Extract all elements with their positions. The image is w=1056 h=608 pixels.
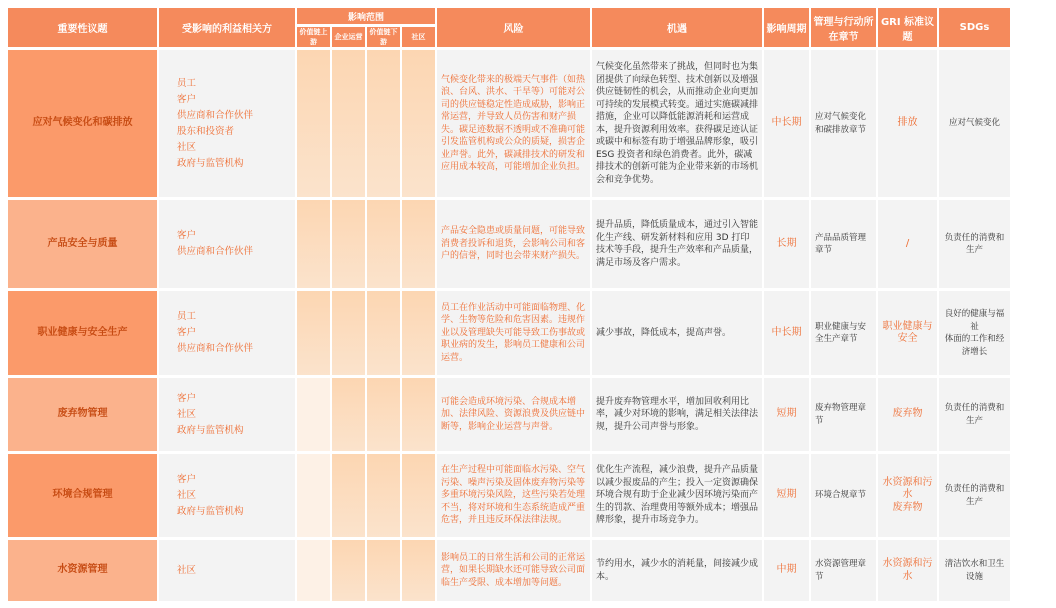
opportunity-cell: 气候变化虽然带来了挑战，但同时也为集团提供了向绿色转型、技术创新以及增强供应链韧性的机会，从而推动企业向更加可持续的发展模式转变。通过实施碳减排措施，企业可以降低能源消耗和运营成本，提升资源利用效率。获得碳足迹认证或碳中和标签有助于增强品牌形象，吸引 ESG 投资者和绿色消费者。此外，碳减排技术的创新可能为企业带来新的市场机会和竞争优势。	[592, 50, 762, 197]
opportunity-cell: 优化生产流程，减少浪费，提升产品质量以减少报废品的产生；投入一定资源确保环境合规有助于企业减少因环境污染而产生的罚款、治理费用等额外成本；增强品牌形象，提升市场竞争力。	[592, 454, 762, 537]
table-row	[8, 378, 1010, 451]
chapter-cell: 水资源管理章节	[811, 540, 876, 601]
stakeholder-item: 股东和投资者	[177, 125, 235, 137]
scope-cell	[297, 378, 330, 451]
gri-cell: 水资源和污水	[878, 540, 937, 601]
topic-cell: 应对气候变化和碳排放	[8, 50, 157, 197]
sdg-cell: 负责任的消费和生产	[939, 200, 1010, 288]
risk-cell: 员工在作业活动中可能面临物理、化学、生物等危险和危害因素。违规作业以及管理缺失可能导致工伤事故或职业病的发生，影响员工健康和公司运营。	[437, 291, 590, 375]
risk-cell: 可能会造成环境污染、合规成本增加、法律风险、资源浪费及供应链中断等，影响企业运营与声誉。	[437, 378, 590, 451]
topic-cell: 水资源管理	[8, 540, 157, 601]
header-scope-operations: 企业运营	[332, 27, 365, 47]
stakeholder-item: 员工	[177, 77, 197, 89]
scope-cell	[402, 540, 435, 601]
scope-cell	[297, 291, 330, 375]
header-opportunity: 机遇	[592, 8, 762, 47]
header-sdgs: SDGs	[939, 8, 1010, 47]
header-period: 影响周期	[764, 8, 809, 47]
topic-cell: 产品安全与质量	[8, 200, 157, 288]
scope-cell	[402, 378, 435, 451]
sdg-cell: 负责任的消费和生产	[939, 454, 1010, 537]
header-scope: 影响范围	[297, 8, 435, 24]
topic-cell: 废弃物管理	[8, 378, 157, 451]
stakeholders-cell	[159, 291, 295, 375]
opportunity-cell: 提升品质，降低质量成本，通过引入智能化生产线、研发新材料和应用 3D 打印技术等手段，提升生产效率和产品质量，满足市场及客户需求。	[592, 200, 762, 288]
stakeholder-item: 供应商和合作伙伴	[177, 343, 254, 354]
header-gri: GRI 标准议题	[878, 8, 937, 47]
sdg-cell: 应对气候变化	[939, 50, 1010, 197]
header-topic: 重要性议题	[8, 8, 157, 47]
chapter-cell: 职业健康与安全生产章节	[811, 291, 876, 375]
stakeholder-item: 政府与监管机构	[177, 157, 244, 169]
scope-cell	[297, 540, 330, 601]
stakeholder-item: 社区	[177, 141, 197, 153]
scope-cell	[332, 200, 365, 288]
sdg-cell: 清洁饮水和卫生设施	[939, 540, 1010, 601]
header-risk: 风险	[437, 8, 590, 47]
scope-cell	[367, 50, 400, 197]
stakeholder-item: 供应商和合作伙伴	[177, 246, 254, 257]
scope-cell	[332, 291, 365, 375]
header-scope-downstream: 价值链下游	[367, 27, 400, 47]
table-row	[8, 454, 1010, 537]
scope-cell	[367, 378, 400, 451]
opportunity-cell: 提升废弃物管理水平，增加回收利用比率，减少对环境的影响，满足相关法律法规，提升公司声誉与形象。	[592, 378, 762, 451]
gri-cell: 水资源和污水 废弃物	[878, 454, 937, 537]
stakeholders-cell	[159, 200, 295, 288]
gri-cell: /	[878, 200, 937, 288]
scope-cell	[402, 50, 435, 197]
stakeholder-item: 供应商和合作伙伴	[177, 109, 254, 121]
header-stakeholders: 受影响的利益相关方	[159, 8, 295, 47]
scope-cell	[402, 454, 435, 537]
scope-cell	[402, 291, 435, 375]
scope-cell	[367, 540, 400, 601]
stakeholders-cell	[159, 378, 295, 451]
stakeholder-item: 员工	[177, 311, 197, 322]
stakeholders-cell	[159, 454, 295, 537]
table-row	[8, 540, 1010, 601]
header-scope-community: 社区	[402, 27, 435, 47]
stakeholder-item: 客户	[177, 93, 197, 105]
materiality-table	[6, 5, 1012, 604]
scope-cell	[367, 200, 400, 288]
header-scope-upstream: 价值链上游	[297, 27, 330, 47]
stakeholder-item: 客户	[177, 327, 197, 338]
scope-cell	[297, 454, 330, 537]
chapter-cell: 应对气候变化和碳排放章节	[811, 50, 876, 197]
opportunity-cell: 减少事故，降低成本，提高声誉。	[592, 291, 762, 375]
stakeholder-item: 客户	[177, 392, 197, 404]
gri-cell: 职业健康与安全	[878, 291, 937, 375]
period-cell: 短期	[764, 454, 809, 537]
stakeholder-item: 客户	[177, 473, 197, 485]
scope-cell	[332, 50, 365, 197]
scope-cell	[402, 200, 435, 288]
scope-cell	[332, 454, 365, 537]
header-chapter: 管理与行动所在章节	[811, 8, 876, 47]
scope-cell	[297, 200, 330, 288]
risk-cell: 在生产过程中可能面临水污染、空气污染、噪声污染及固体废弃物污染等多重环境污染风险，这些污染若处理不当，将对环境和生态系统造成严重危害，并且违反环保法律法规。	[437, 454, 590, 537]
risk-cell: 产品安全隐患或质量问题，可能导致消费者投诉和退货，会影响公司和客户的信誉，同时也会带来财产损失。	[437, 200, 590, 288]
period-cell: 短期	[764, 378, 809, 451]
stakeholder-item: 社区	[177, 489, 197, 501]
risk-cell: 气候变化带来的极端天气事件（如热浪、台风、洪水、干旱等）可能对公司的供应链稳定性造成威胁，影响正常运营，并导致人员伤害和财产损失。碳足迹数据不透明或不准确可能引发监管机构或公众的质疑，损害企业声誉。此外，碳减排技术的研发和应用成本较高，可能增加企业负担。	[437, 50, 590, 197]
scope-cell	[332, 540, 365, 601]
scope-cell	[367, 454, 400, 537]
scope-cell	[367, 291, 400, 375]
scope-cell	[332, 378, 365, 451]
stakeholder-item: 社区	[177, 408, 197, 420]
opportunity-cell: 节约用水，减少水的消耗量，间接减少成本。	[592, 540, 762, 601]
risk-cell: 影响员工的日常生活和公司的正常运营，如果长期缺水还可能导致公司面临生产受限、成本增加等问题。	[437, 540, 590, 601]
sdg-cell: 良好的健康与福祉 体面的工作和经济增长	[939, 291, 1010, 375]
period-cell: 中长期	[764, 50, 809, 197]
stakeholders-cell	[159, 50, 295, 197]
stakeholder-item: 政府与监管机构	[177, 424, 244, 436]
chapter-cell: 环境合规章节	[811, 454, 876, 537]
topic-cell: 环境合规管理	[8, 454, 157, 537]
stakeholder-item: 客户	[177, 230, 197, 241]
period-cell: 中长期	[764, 291, 809, 375]
table-row	[8, 291, 1010, 375]
stakeholders-cell	[159, 540, 295, 601]
table-row	[8, 50, 1010, 197]
gri-cell: 排放	[878, 50, 937, 197]
period-cell: 长期	[764, 200, 809, 288]
sdg-cell: 负责任的消费和生产	[939, 378, 1010, 451]
chapter-cell: 产品品质管理章节	[811, 200, 876, 288]
gri-cell: 废弃物	[878, 378, 937, 451]
period-cell: 中期	[764, 540, 809, 601]
table-row	[8, 200, 1010, 288]
stakeholder-item: 社区	[177, 564, 197, 576]
chapter-cell: 废弃物管理章节	[811, 378, 876, 451]
stakeholder-item: 政府与监管机构	[177, 505, 244, 517]
scope-cell	[297, 50, 330, 197]
topic-cell: 职业健康与安全生产	[8, 291, 157, 375]
